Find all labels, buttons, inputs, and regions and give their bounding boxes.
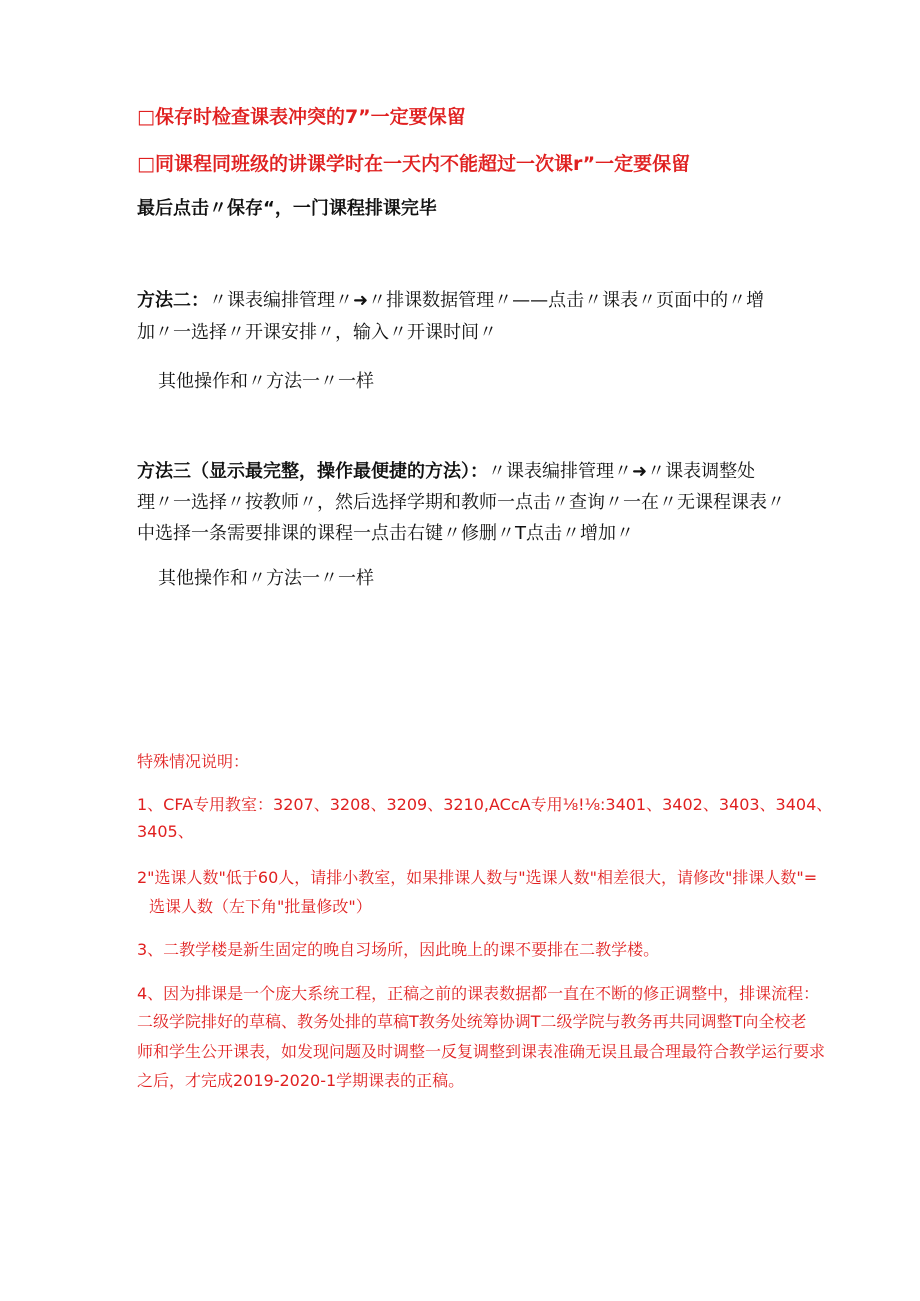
special-item4-line1: 4、因为排课是一个庞大系统工程，正稿之前的课表数据都一直在不断的修正调整中，排课流程： [137, 984, 820, 1003]
method2-other-ops: 其他操作和〃方法一〃一样 [158, 371, 374, 392]
special-item1-line2: 3405、 [137, 822, 194, 841]
save-complete-text: 最后点击〃保存“，一门课程排课完毕 [137, 198, 437, 219]
special-item3: 3、二教学楼是新生固定的晚自习场所，因此晚上的课不要排在二教学楼。 [137, 940, 660, 959]
method2-line2: 加〃一选择〃开课安排〃，输入〃开课时间〃 [137, 322, 497, 343]
rule-check-conflict: □保存时检查课表冲突的7”一定要保留 [137, 106, 466, 128]
rule-same-course-once-per-day: □同课程同班级的讲课学时在一天内不能超过一次课r”一定要保留 [137, 153, 691, 175]
special-item1-line1: 1、CFA专用教室：3207、3208、3209、3210,ACcA专用⅛!⅛:3401、3402、3403、3404、 [137, 795, 833, 814]
method3-line1-text: 〃课表编排管理〃➜〃课表调整处 [488, 461, 756, 482]
special-notes-title: 特殊情况说明： [137, 752, 250, 771]
method3-other-ops: 其他操作和〃方法一〃一样 [158, 568, 374, 589]
method2-heading: 方法二： [137, 290, 209, 311]
special-item4-line2: 二级学院排好的草稿、教务处排的草稿T教务处统筹协调T二级学院与教务再共同调整T向全校老 [137, 1012, 807, 1031]
method3-line2: 理〃一选择〃按教师〃，然后选择学期和教师一点击〃查询〃一在〃无课程课表〃 [137, 492, 785, 513]
special-item4-line4: 之后，才完成2019-2020-1学期课表的正稿。 [137, 1071, 465, 1090]
method3-line3: 中选择一条需要排课的课程一点击右键〃修删〃T点击〃增加〃 [137, 523, 634, 544]
special-item4-line3: 师和学生公开课表，如发现问题及时调整一反复调整到课表准确无误且最合理最符合教学运行要求 [137, 1042, 826, 1061]
method2-line1 [137, 290, 764, 312]
method3-heading: 方法三（显示最完整，操作最便捷的方法）： [137, 461, 488, 482]
method2-line1-text: 〃课表编排管理〃➜〃排课数据管理〃——点击〃课表〃页面中的〃增 [209, 290, 765, 311]
special-item2-line1: 2"选课人数"低于60人，请排小教室，如果排课人数与"选课人数"相差很大，请修改"排课人数"= [137, 868, 818, 887]
method3-line1 [137, 461, 755, 483]
special-item2-line2: 选课人数（左下角"批量修改"） [149, 897, 372, 916]
